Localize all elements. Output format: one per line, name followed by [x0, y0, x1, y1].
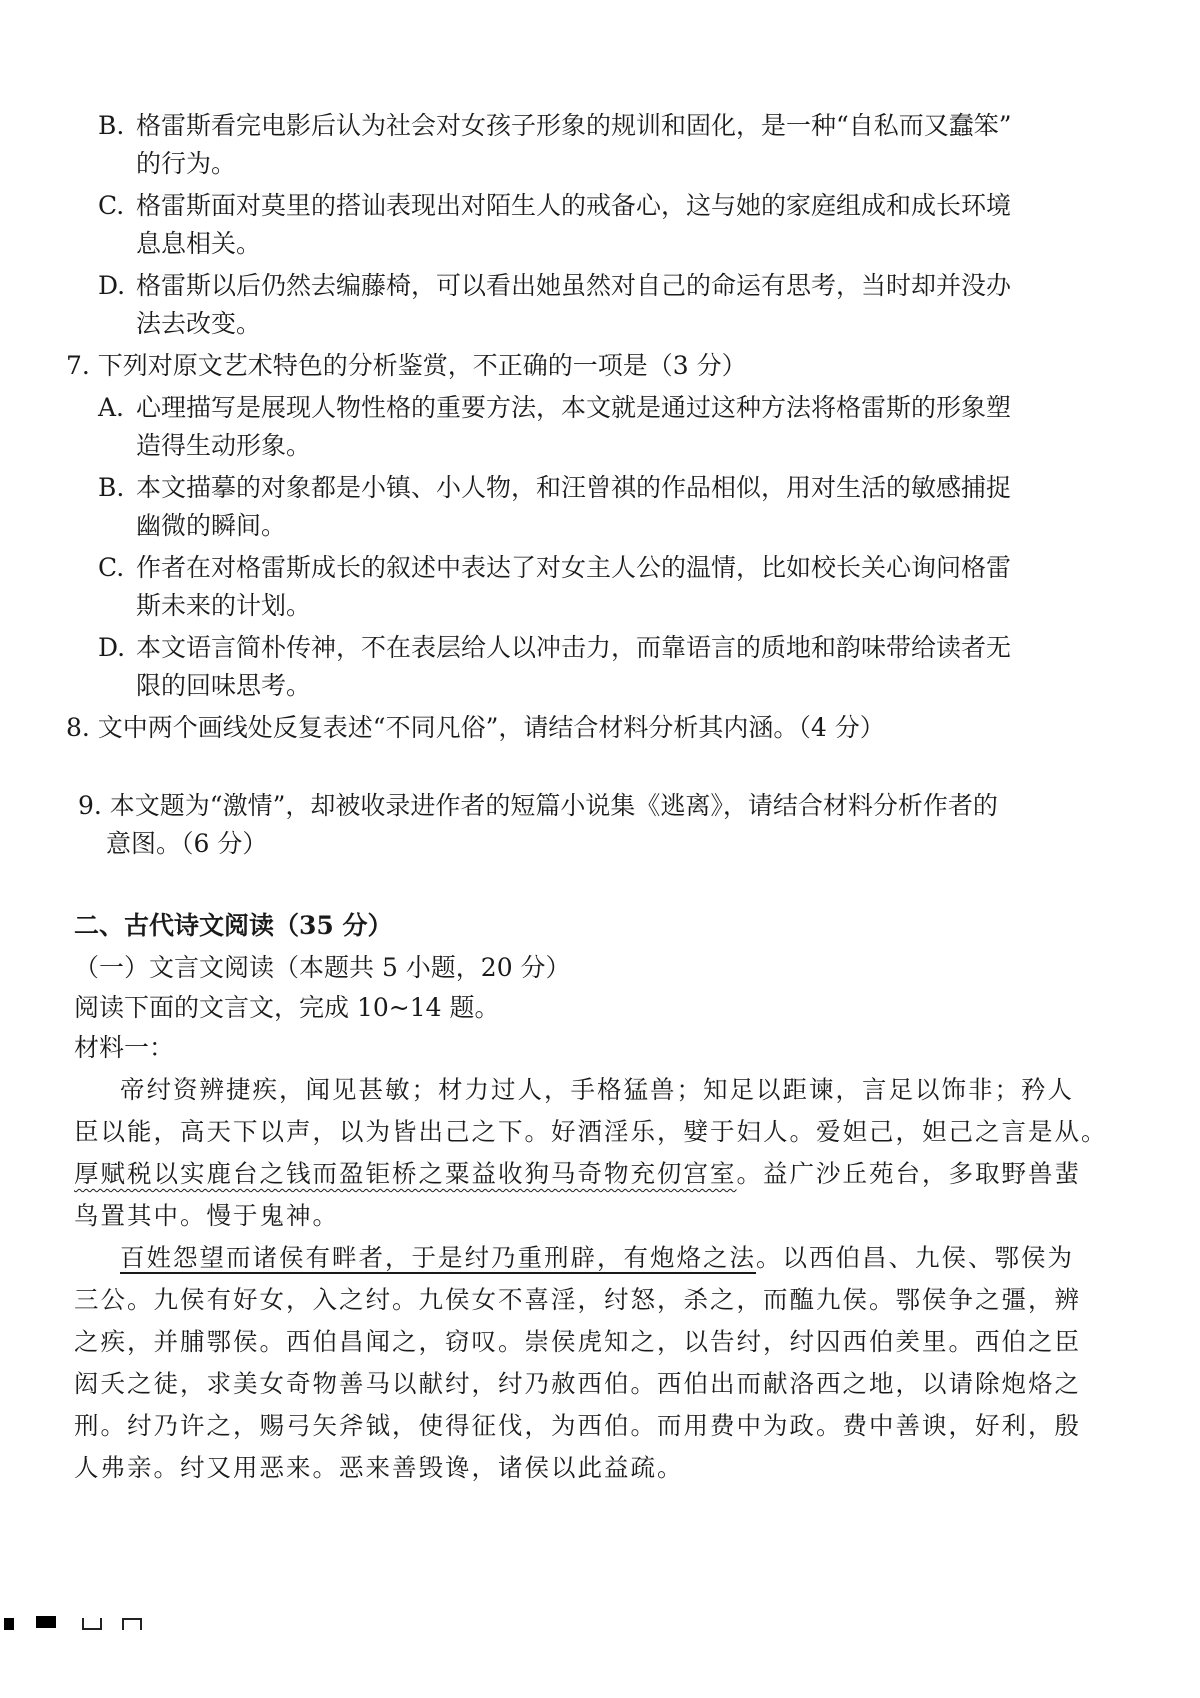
subsection-heading: （一）文言文阅读（本题共 5 小题，20 分）	[74, 953, 571, 982]
option-label: B.	[98, 111, 125, 140]
passage-text: 。以西伯昌、九侯、鄂侯为	[756, 1243, 1074, 1272]
passage-line: 鸟置其中。慢于鬼神。	[74, 1201, 339, 1230]
scan-mark	[4, 1618, 14, 1630]
q7-option-d-cont: 限的回味思考。	[136, 671, 312, 700]
option-text: 格雷斯面对莫里的搭讪表现出对陌生人的戒备心，这与她的家庭组成和成长环境	[136, 191, 1012, 220]
passage-line: 刑。纣乃许之，赐弓矢斧钺，使得征伐，为西伯。而用费中为政。费中善谀，好利，殷	[74, 1411, 1081, 1440]
option-text: 本文描摹的对象都是小镇、小人物，和汪曾祺的作品相似，用对生活的敏感捕捉	[136, 473, 1012, 502]
option-label: A.	[98, 393, 125, 422]
q6-option-b	[98, 108, 1012, 144]
passage-line: 臣以能，高天下以声，以为皆出己之下。好酒淫乐，嬖于妇人。爱妲己，妲己之言是从。	[74, 1117, 1108, 1146]
option-text: 心理描写是展现人物性格的重要方法，本文就是通过这种方法将格雷斯的形象塑	[136, 393, 1012, 422]
q6-option-b-cont: 的行为。	[136, 149, 237, 178]
option-label: B.	[98, 473, 125, 502]
q7-stem: 7. 下列对原文艺术特色的分析鉴赏，不正确的一项是（3 分）	[66, 351, 747, 380]
passage-line	[74, 1156, 1081, 1192]
passage-line	[120, 1240, 1074, 1276]
option-text: 作者在对格雷斯成长的叙述中表达了对女主人公的温情，比如校长关心询问格雷	[136, 553, 1012, 582]
q7-option-c	[98, 550, 1011, 586]
passage-line: 帝纣资辨捷疾，闻见甚敏；材力过人，手格猛兽；知足以距谏，言足以饰非；矜人	[120, 1075, 1074, 1104]
passage-line: 人弗亲。纣又用恶来。恶来善毁谗，诸侯以此益疏。	[74, 1453, 684, 1482]
option-label: D.	[98, 271, 126, 300]
passage-line: 三公。九侯有好女，入之纣。九侯女不喜淫，纣怒，杀之，而醢九侯。鄂侯争之彊，辨	[74, 1285, 1081, 1314]
wavy-underlined-sentence: 厚赋税以实鹿台之钱而盈钜桥之粟益收狗马奇物充仞宫室	[74, 1159, 737, 1188]
scan-marks	[0, 1612, 220, 1652]
passage-line: 闳夭之徒，求美女奇物善马以献纣，纣乃赦西伯。西伯出而献洛西之地，以请除炮烙之	[74, 1369, 1081, 1398]
scan-mark	[82, 1618, 102, 1630]
scan-mark	[122, 1618, 142, 1630]
q7-option-a-cont: 造得生动形象。	[136, 431, 312, 460]
material-label: 材料一：	[74, 1033, 175, 1062]
q8-stem: 8. 文中两个画线处反复表述“不同凡俗”，请结合材料分析其内涵。（4 分）	[66, 713, 885, 742]
option-label: D.	[98, 633, 126, 662]
option-label: C.	[98, 191, 125, 220]
q6-option-d	[98, 268, 1011, 304]
option-text: 本文语言简朴传神，不在表层给人以冲击力，而靠语言的质地和韵味带给读者无	[136, 633, 1012, 662]
q9-stem-cont: 意图。（6 分）	[106, 829, 268, 858]
passage-text: 。益广沙丘苑台，多取野兽蜚	[736, 1159, 1081, 1188]
section-heading: 二、古代诗文阅读（35 分）	[74, 911, 393, 940]
q6-option-c-cont: 息息相关。	[136, 229, 262, 258]
q7-option-b	[98, 470, 1011, 506]
q6-option-c	[98, 188, 1011, 224]
q7-option-c-cont: 斯未来的计划。	[136, 591, 312, 620]
reading-instruction: 阅读下面的文言文，完成 10~14 题。	[74, 993, 500, 1022]
passage-line: 之疾，并脯鄂侯。西伯昌闻之，窃叹。崇侯虎知之，以告纣，纣囚西伯羑里。西伯之臣	[74, 1327, 1081, 1356]
option-label: C.	[98, 553, 125, 582]
q7-option-d	[98, 630, 1011, 666]
q6-option-d-cont: 法去改变。	[136, 309, 262, 338]
q7-option-b-cont: 幽微的瞬间。	[136, 511, 287, 540]
option-text: 格雷斯以后仍然去编藤椅，可以看出她虽然对自己的命运有思考，当时却并没办	[136, 271, 1012, 300]
scan-mark	[36, 1616, 56, 1628]
q7-option-a	[98, 390, 1011, 426]
option-text: 格雷斯看完电影后认为社会对女孩子形象的规训和固化，是一种“自私而又蠢笨”	[136, 111, 1012, 140]
underlined-sentence: 百姓怨望而诸侯有畔者，于是纣乃重刑辟，有炮烙之法	[120, 1243, 756, 1272]
q9-stem: 9. 本文题为“激情”，却被收录进作者的短篇小说集《逃离》，请结合材料分析作者的	[78, 791, 998, 820]
